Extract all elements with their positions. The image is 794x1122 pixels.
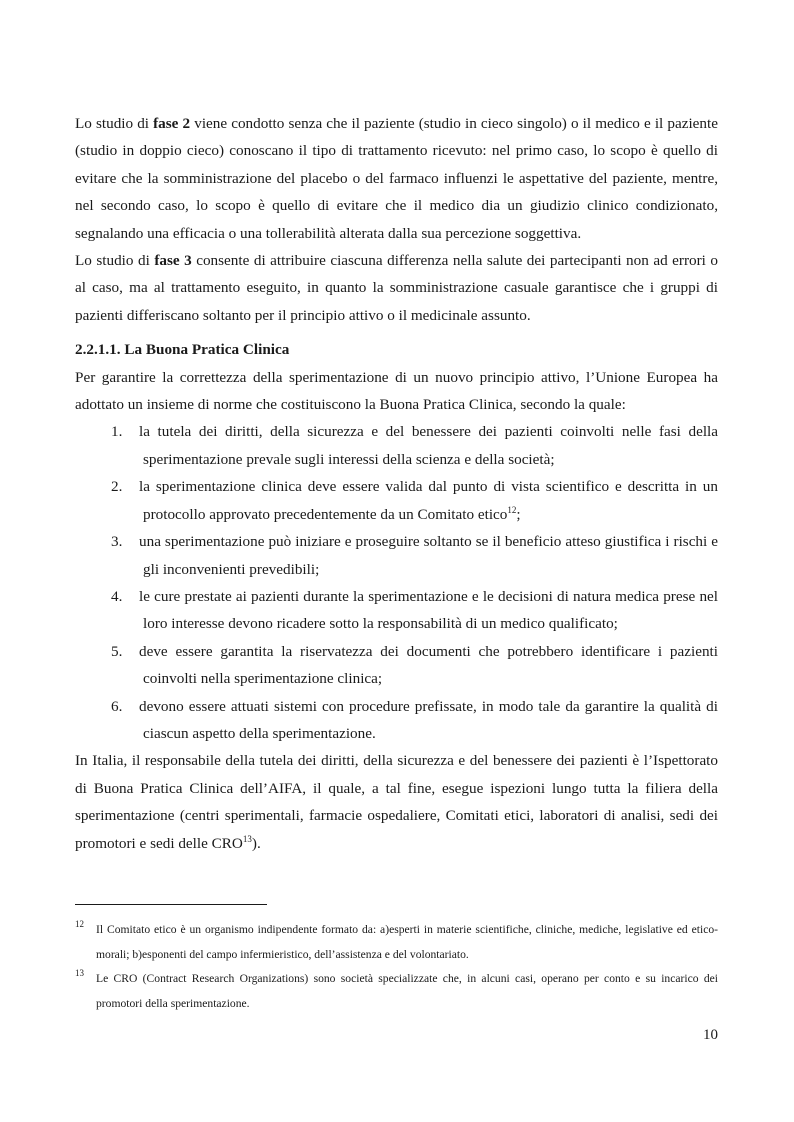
paragraph-aifa: In Italia, il responsabile della tutela dei diritti, della sicurezza e del benessere dei pazienti è l’Ispettorato di Buona Pratica Clinica dell’AIFA, il quale, a tal fine, esegue ispezioni lungo tutta la filiera della sperimentazione (centri sperimentali, farmacie ospedaliere, Comitati etici, laboratori di analisi, sedi dei promotori e sedi delle CRO$^{13}$). — [75, 752, 718, 852]
gcp-principles-list — [75, 418, 718, 747]
list-item: 2. la sperimentazione clinica deve essere valida dal punto di vista scientifico e descritta in un protocollo approvato precedentemente da un Comitato etico$^{12}$; — [111, 478, 718, 523]
footnote-ref: 12 — [507, 504, 517, 515]
footnote-ref: 13 — [242, 833, 252, 844]
page-number: 10 — [703, 1027, 718, 1043]
list-item: 4. le cure prestate ai pazienti durante la sperimentazione e le decisioni di natura medica prese nel loro interesse devono ricadere sotto la responsabilità di un medico qualificato; — [111, 587, 718, 633]
list-item: 5. deve essere garantita la riservatezza dei documenti che potrebbero identificare i pazienti coinvolti nella sperimentazione clinica; — [111, 642, 718, 688]
list-item: 6. devono essere attuati sistemi con procedure prefissate, in modo tale da garantire la qualità di ciascun aspetto della sperimentazione. — [111, 697, 718, 742]
bold-term: fase 3 — [154, 252, 192, 270]
paragraph-fase-2: Lo studio di fase 2 viene condotto senza che il paziente (studio in cieco singolo) o il medico e il paziente (studio in doppio cieco) conoscano il tipo di trattamento ricevuto: nel primo caso, lo scopo è quello di evitare che la somministrazione del placebo o del farmaco influenzi le aspettative del paziente, mentre, nel secondo caso, lo scopo è quello di evitare che il medico dia un giudizio clinico condizionato, segnalando una efficacia o una tollerabilità alterata dalla sua percezione soggettiva. — [75, 115, 718, 242]
paragraph-fase-3: Lo studio di fase 3 consente di attribuire ciascuna differenza nella salute dei partecipanti non ad errori o al caso, ma al trattamento eseguito, in quanto la somministrazione casuale garantisce che i gruppi di pazienti differiscano soltanto per il principio attivo o il medicinale assunto. — [75, 252, 718, 324]
footnote-13: 13 Le CRO (Contract Research Organizations) sono società specializzate che, in alcuni casi, operano per conto e su incarico dei promotori della sperimentazione. — [75, 968, 718, 1010]
list-item: 1. la tutela dei diritti, della sicurezza e del benessere dei pazienti coinvolti nelle fasi della sperimentazione prevale sugli interessi della scienza e della società; — [111, 423, 718, 468]
footnote-12: 12 Il Comitato etico è un organismo indipendente formato da: a)esperti in materie scientifiche, cliniche, mediche, legislative ed etico-morali; b)esponenti del campo infermieristico, dell’assistenza e del volontariato. — [75, 919, 718, 961]
section-heading: 2.2.1.1. La Buona Pratica Clinica — [75, 341, 290, 359]
main-text — [75, 110, 718, 857]
footnotes — [75, 918, 718, 1016]
footnote-separator — [75, 904, 267, 905]
list-item: 3. una sperimentazione può iniziare e proseguire soltanto se il beneficio atteso giustifica i rischi e gli inconvenienti prevedibili; — [111, 533, 718, 578]
bold-term: fase 2 — [153, 115, 191, 132]
paragraph-intro-gcp: Per garantire la correttezza della sperimentazione di un nuovo principio attivo, l’Unione Europea ha adottato un insieme di norme che costituiscono la Buona Pratica Clinica, secondo la quale: — [75, 368, 718, 414]
